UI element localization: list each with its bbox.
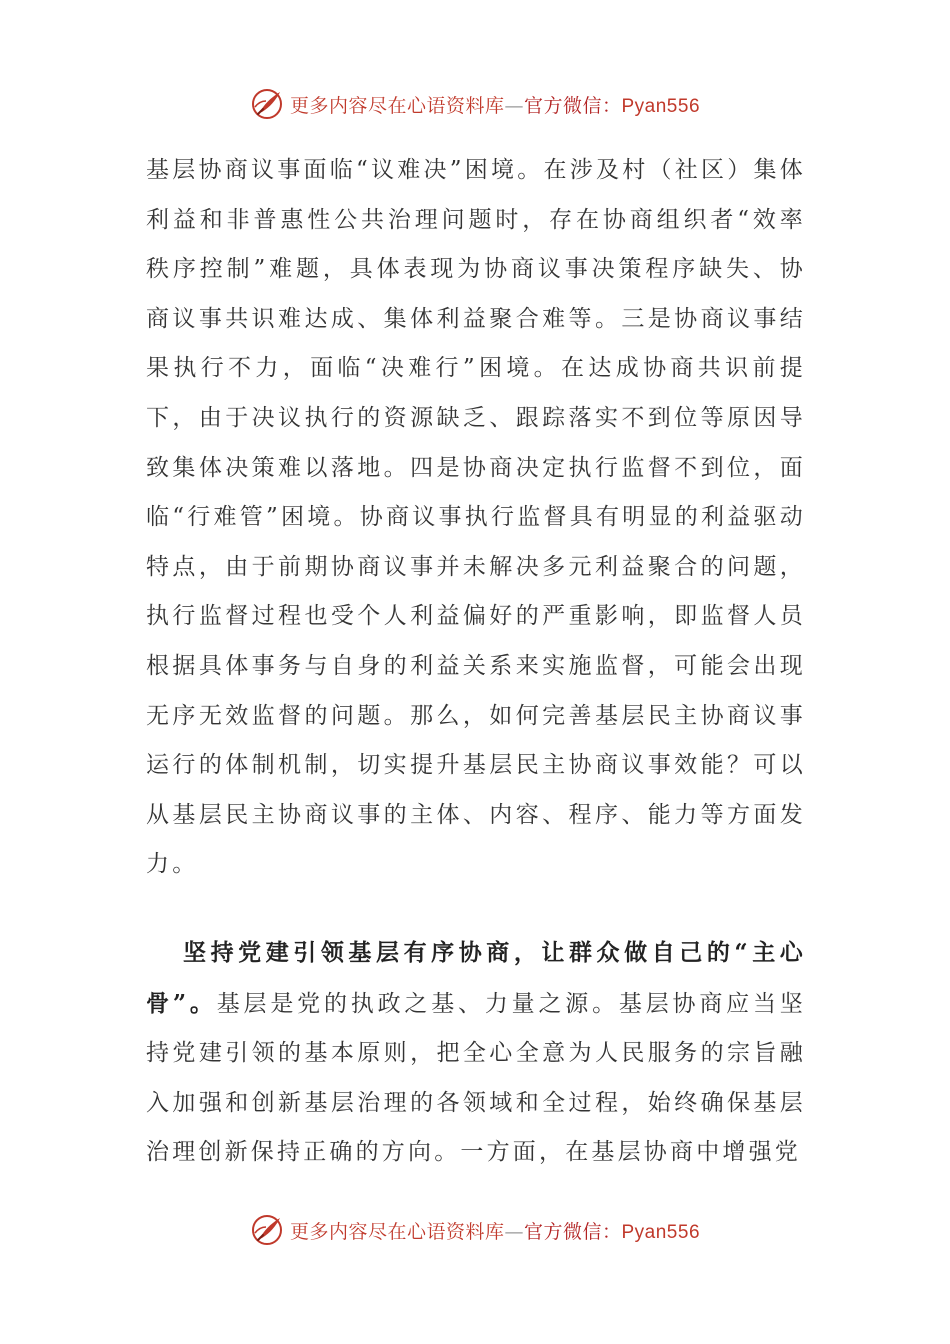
- paragraph-2-heading: 坚持党建引领基层有序协商，让群众做自己的“主心骨”。: [146, 938, 806, 1017]
- header-banner: [0, 84, 950, 124]
- paragraph-2-text: 基层是党的执政之基、力量之源。基层协商应当坚持党建引领的基本原则，把全心全意为人民服务的宗旨融入加强和创新基层治理的各领域和全过程，始终确保基层治理创新保持正确的方向。一方面，在基层协商中增强党: [146, 990, 806, 1166]
- body-paragraph-1: 基层协商议事面临“议难决”困境。在涉及村（社区）集体利益和非普惠性公共治理问题时，存在协商组织者“效率秩序控制”难题，具体表现为协商议事决策程序缺失、协商议事共识难达成、集体利益聚合难等。三是协商议事结果执行不力，面临“决难行”困境。在达成协商共识前提下，由于决议执行的资源缺乏、跟踪落实不到位等原因导致集体决策难以落地。四是协商决定执行监督不到位，面临“行难管”困境。协商议事执行监督具有明显的利益驱动特点，由于前期协商议事并未解决多元利益聚合的问题，执行监督过程也受个人利益偏好的严重影响，即监督人员根据具体事务与自身的利益关系来实施监督，可能会出现无序无效监督的问题。那么，如何完善基层民主协商议事运行的体制机制，切实提升基层民主协商议事效能？可以从基层民主协商议事的主体、内容、程序、能力等方面发力。: [146, 157, 806, 878]
- header-promo-text: 更多内容尽在心语资料库: [289, 94, 505, 117]
- footer-banner: [0, 1210, 950, 1250]
- footer-promo-text: 更多内容尽在心语资料库: [289, 1220, 505, 1243]
- quill-pen-logo-icon: [250, 1213, 284, 1247]
- header-promo: [290, 91, 700, 118]
- header-wechat-id: Pyan556: [621, 95, 701, 117]
- footer-promo: [290, 1217, 700, 1244]
- body-paragraph-2: [146, 928, 806, 1178]
- footer-wechat-id: Pyan556: [621, 1221, 701, 1243]
- header-dash: —: [504, 94, 524, 117]
- footer-wechat-label: 官方微信：: [523, 1220, 622, 1243]
- quill-pen-logo-icon: [250, 87, 284, 121]
- document-body: [146, 146, 806, 1178]
- footer-dash: —: [504, 1220, 524, 1243]
- header-wechat-label: 官方微信：: [523, 94, 622, 117]
